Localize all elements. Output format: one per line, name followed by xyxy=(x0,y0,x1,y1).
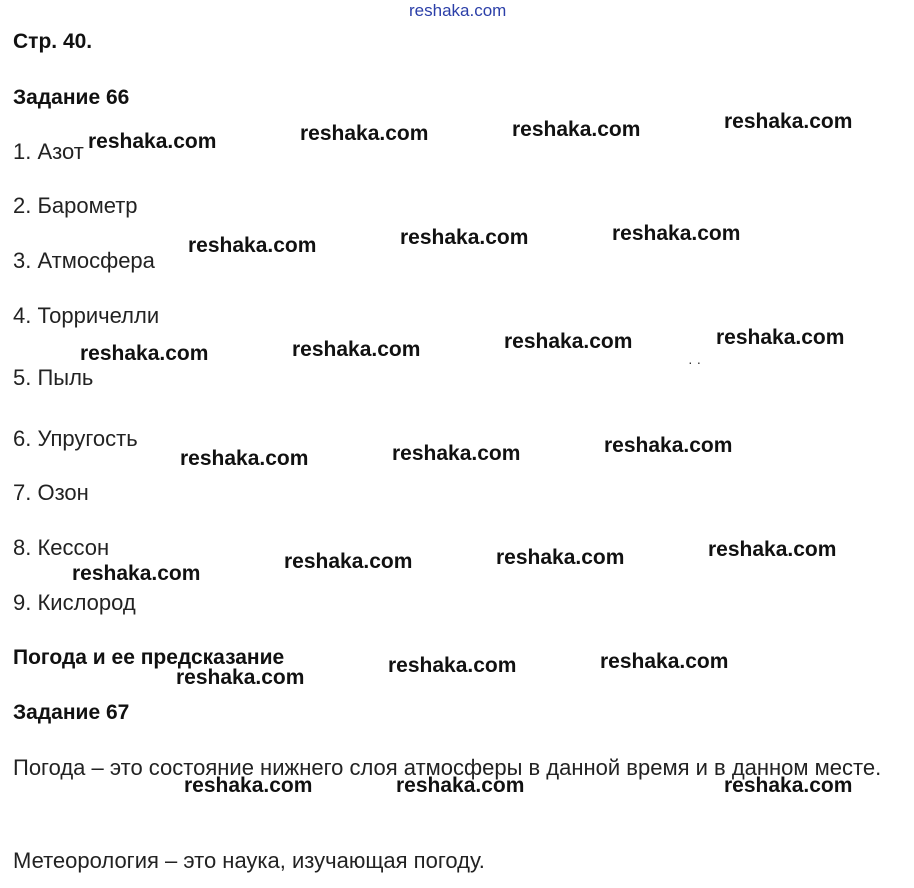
watermark: reshaka.com xyxy=(180,447,309,470)
stray-mark: · · xyxy=(688,354,702,370)
watermark: reshaka.com xyxy=(504,330,633,353)
answer-item-8: 8. Кессон xyxy=(13,535,110,560)
watermark: reshaka.com xyxy=(176,666,305,689)
answer-item-9: 9. Кислород xyxy=(13,590,136,615)
weather-definition: Погода – это состояние нижнего слоя атмосферы в данной время и в данном месте. xyxy=(13,755,882,780)
watermark: reshaka.com xyxy=(184,774,313,797)
watermark: reshaka.com xyxy=(612,222,741,245)
watermark: reshaka.com xyxy=(400,226,529,249)
watermark: reshaka.com xyxy=(188,234,317,257)
watermark: reshaka.com xyxy=(716,326,845,349)
answer-item-6: 6. Упругость xyxy=(13,426,138,451)
page-label: Стр. 40. xyxy=(13,30,93,53)
watermark: reshaka.com xyxy=(284,550,413,573)
watermark: reshaka.com xyxy=(396,774,525,797)
answer-item-3: 3. Атмосфера xyxy=(13,248,155,273)
answer-item-4: 4. Торричелли xyxy=(13,303,160,328)
answer-item-1: 1. Азот xyxy=(13,139,84,164)
watermark: reshaka.com xyxy=(80,342,209,365)
watermark: reshaka.com xyxy=(724,110,853,133)
watermark: reshaka.com xyxy=(292,338,421,361)
watermark: reshaka.com xyxy=(88,130,217,153)
watermark: reshaka.com xyxy=(72,562,201,585)
answer-item-2: 2. Барометр xyxy=(13,193,138,218)
answer-item-5: 5. Пыль xyxy=(13,365,94,390)
task-66-title: Задание 66 xyxy=(13,86,130,109)
section-title: Погода и ее предсказание xyxy=(13,646,285,669)
answer-item-7: 7. Озон xyxy=(13,480,89,505)
watermark: reshaka.com xyxy=(724,774,853,797)
watermark: reshaka.com xyxy=(300,122,429,145)
header-watermark: reshaka.com xyxy=(409,1,507,20)
meteorology-definition: Метеорология – это наука, изучающая погоду. xyxy=(13,848,485,873)
task-67-title: Задание 67 xyxy=(13,701,130,724)
watermark: reshaka.com xyxy=(388,654,517,677)
watermark: reshaka.com xyxy=(496,546,625,569)
watermark: reshaka.com xyxy=(604,434,733,457)
watermark: reshaka.com xyxy=(600,650,729,673)
watermark: reshaka.com xyxy=(512,118,641,141)
watermark: reshaka.com xyxy=(392,442,521,465)
watermark: reshaka.com xyxy=(708,538,837,561)
